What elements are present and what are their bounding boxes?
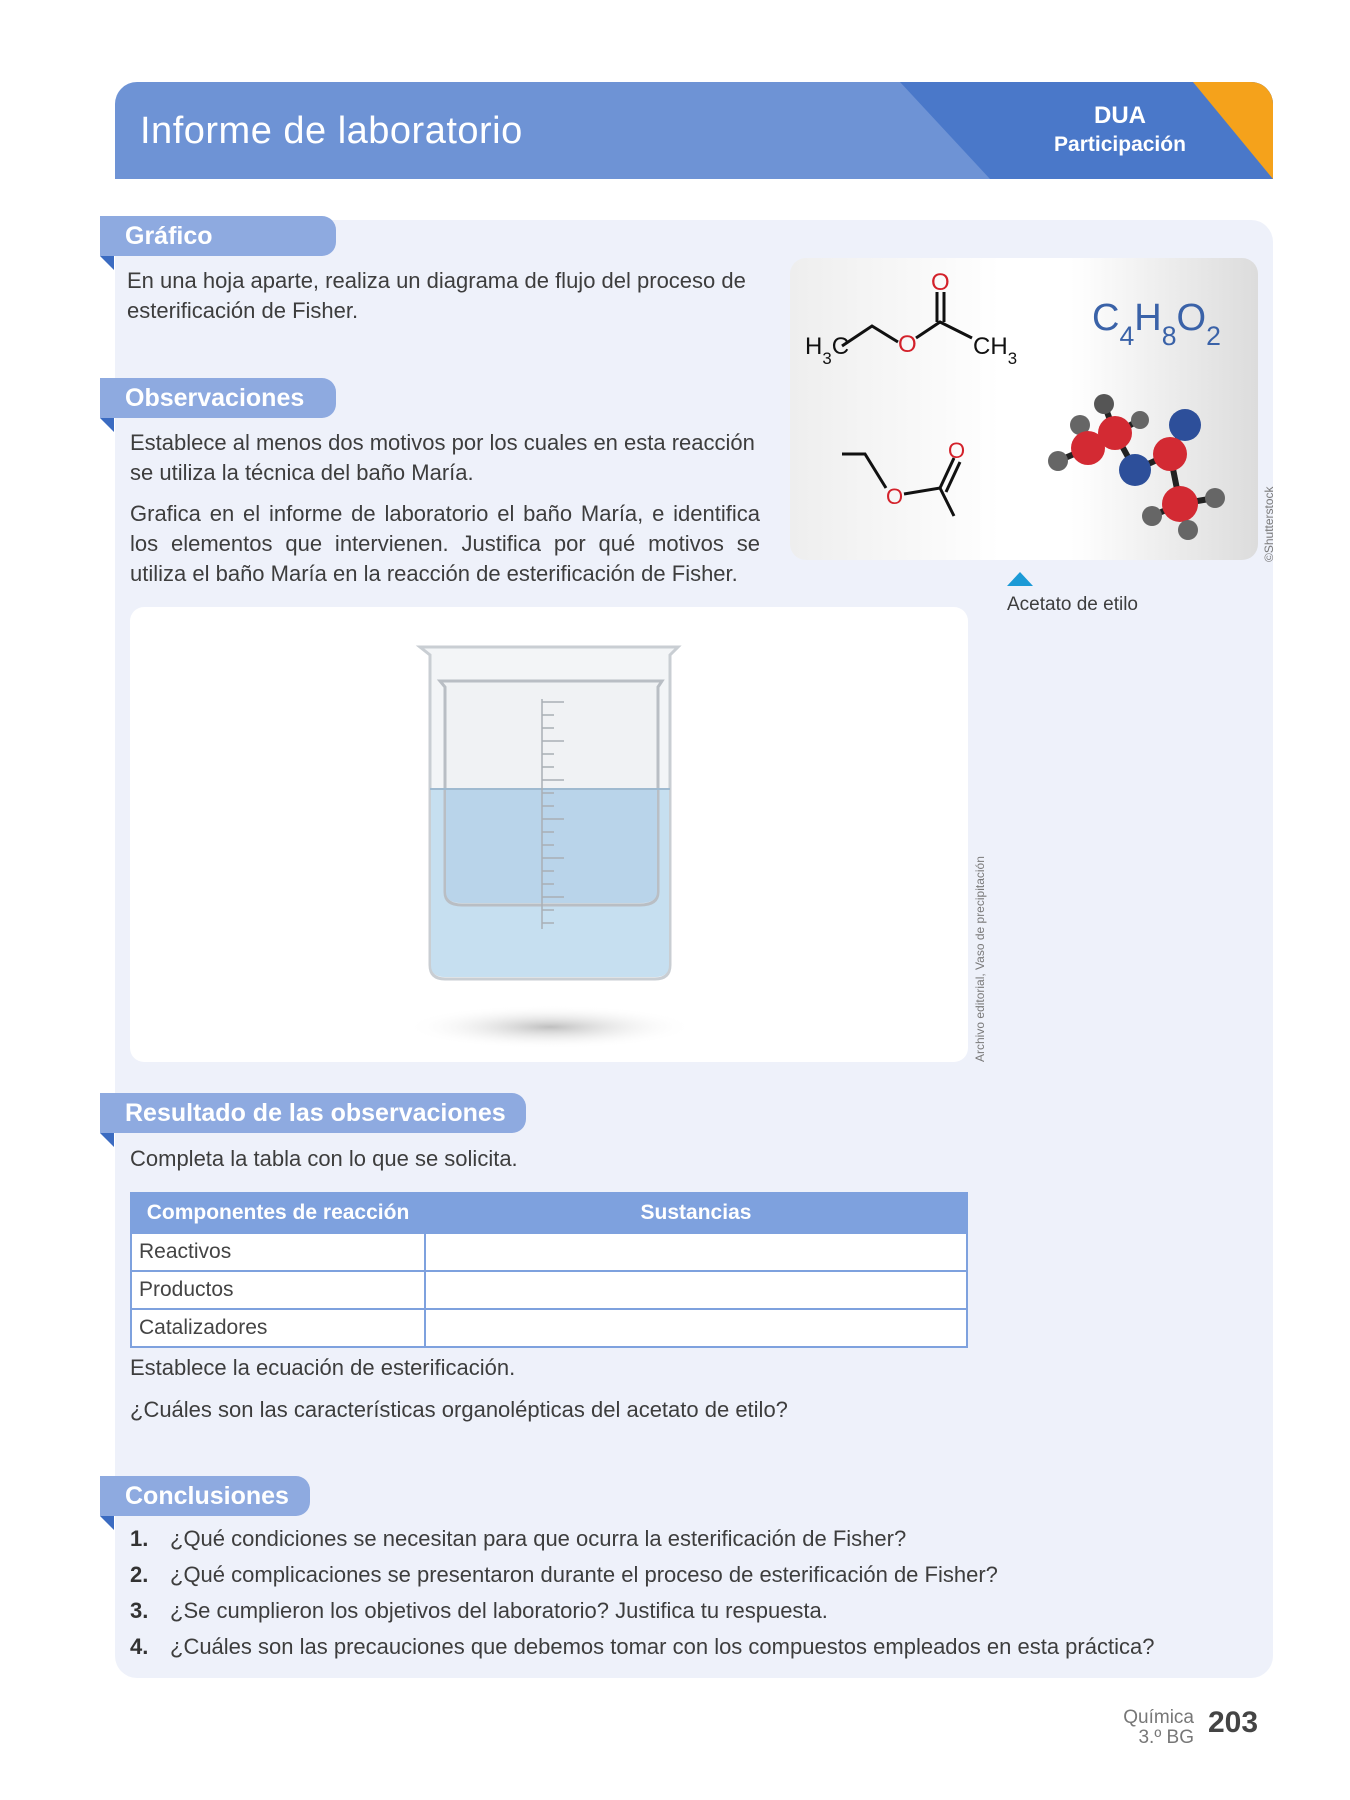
- conclusion-question: ¿Se cumplieron los objetivos del laboratorio? Justifica tu respuesta.: [170, 1598, 828, 1623]
- right-group-label: $CH_3$: [973, 333, 1018, 368]
- dua-badge-title: DUA: [1094, 102, 1146, 129]
- ester-oxygen-label: O: [898, 331, 917, 358]
- table-row: [131, 1233, 967, 1271]
- table-header-componentes: Componentes de reacción: [131, 1193, 425, 1233]
- conclusion-question: ¿Qué condiciones se necesitan para que ocurra la esterificación de Fisher?: [170, 1526, 907, 1551]
- page-number: 203: [1208, 1706, 1259, 1739]
- grafico-text: En una hoja aparte, realiza un diagrama de flujo del proceso de esterificación de Fisher.: [127, 268, 746, 323]
- table-row: [131, 1271, 967, 1309]
- table-cell-label: Catalizadores: [131, 1309, 425, 1347]
- skeletal-carbonyl-oxygen-label: O: [948, 438, 966, 463]
- footer-grade: 3.º BG: [1138, 1727, 1194, 1748]
- table-cell-input[interactable]: [425, 1271, 967, 1309]
- conclusion-question: ¿Qué complicaciones se presentaron durante el proceso de esterificación de Fisher?: [170, 1562, 998, 1587]
- dua-badge-subtitle: Participación: [1054, 133, 1186, 156]
- molecule-caption: Acetato de etilo: [1007, 594, 1138, 615]
- table-row: [131, 1309, 967, 1347]
- table-header-row: [131, 1193, 967, 1233]
- beaker-illustration: [130, 607, 968, 1062]
- reaction-components-table: [130, 1192, 968, 1348]
- conclusion-number: 2.: [130, 1562, 149, 1587]
- table-header-sustancias: Sustancias: [425, 1193, 967, 1233]
- section-tab-conclusiones: Conclusiones: [100, 1476, 310, 1516]
- conclusion-number: 4.: [130, 1634, 149, 1659]
- conclusion-number: 3.: [130, 1598, 149, 1623]
- observaciones-paragraph-2: Grafica en el informe de laboratorio el baño María, e identifica los elementos que intervienen. Justifica por qué motivos se utiliza el baño María en la reacción de esterificación de Fisher.: [130, 501, 760, 586]
- table-cell-input[interactable]: [425, 1233, 967, 1271]
- skeletal-oxygen-label: O: [886, 484, 904, 509]
- section-tab-resultado: Resultado de las observaciones: [100, 1093, 526, 1133]
- resultado-intro: Completa la tabla con lo que se solicita.: [130, 1146, 518, 1171]
- resultado-question-1: Establece la ecuación de esterificación.: [130, 1355, 516, 1380]
- header-decoration: [115, 82, 1273, 179]
- conclusion-number: 1.: [130, 1526, 149, 1551]
- table-cell-label: Productos: [131, 1271, 425, 1309]
- page-header: [115, 82, 1273, 179]
- footer-subject: Química: [1123, 1707, 1194, 1728]
- footer-subject-block: [1110, 1708, 1194, 1748]
- section-tab-observaciones: Observaciones: [100, 378, 336, 418]
- beaker-credit: Archivo editorial, Vaso de precipitación: [973, 856, 987, 1062]
- page-title: Informe de laboratorio: [140, 110, 523, 152]
- observaciones-paragraph-1: Establece al menos dos motivos por los cuales en esta reacción se utiliza la técnica del baño María.: [130, 430, 755, 485]
- beaker-icon: [130, 607, 968, 1062]
- ethyl-acetate-structure-icon: [790, 258, 1258, 560]
- caption-triangle-icon: [1007, 572, 1033, 586]
- molecular-formula: $C_4H_8O_2$: [1092, 297, 1221, 351]
- molecule-credit: ©Shutterstock: [1262, 486, 1276, 562]
- conclusion-question: ¿Cuáles son las precauciones que debemos tomar con los compuestos empleados en esta práctica?: [170, 1634, 1155, 1659]
- left-group-label: $H_3C$: [805, 333, 850, 368]
- section-tab-grafico: Gráfico: [100, 216, 336, 256]
- resultado-question-2: ¿Cuáles son las características organolépticas del acetato de etilo?: [130, 1397, 788, 1422]
- table-cell-label: Reactivos: [131, 1233, 425, 1271]
- carbonyl-oxygen-label: O: [931, 269, 950, 296]
- molecule-image: [790, 258, 1258, 560]
- table-cell-input[interactable]: [425, 1309, 967, 1347]
